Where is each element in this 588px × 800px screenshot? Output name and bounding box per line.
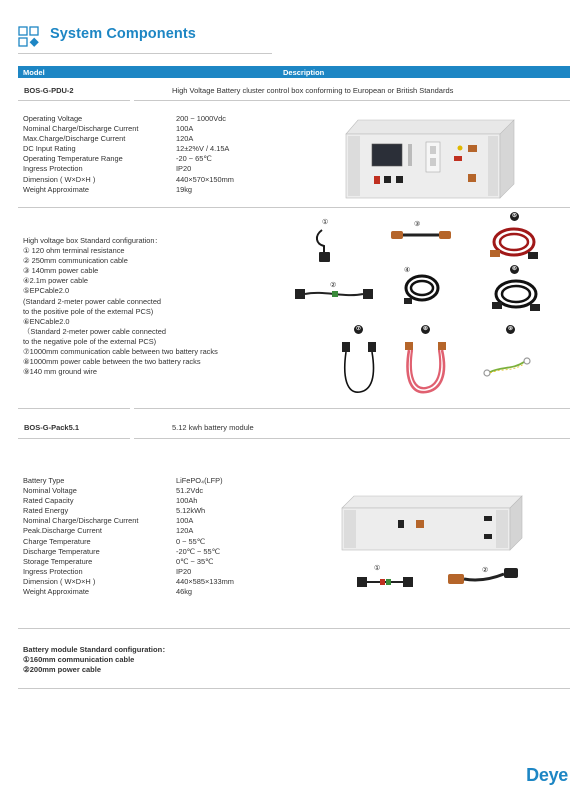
accessory-number: ⑨	[506, 325, 515, 334]
pack-model-divider	[18, 438, 130, 439]
accessory-number: ⑤	[510, 212, 519, 221]
pdu-config-list	[23, 236, 293, 377]
config-line: ⑧1000mm power cable between the two battery racks	[23, 357, 201, 367]
spec-label: Weight Approximate	[23, 184, 90, 194]
pack-description: 5.12 kwh battery module	[172, 423, 254, 432]
table-header	[18, 66, 570, 78]
spec-label: Operating Voltage	[23, 114, 83, 123]
config-line: ⑥ENCable2.0	[23, 316, 70, 326]
spec-value: 46kg	[176, 587, 193, 597]
spec-label: Nominal Voltage	[23, 486, 77, 496]
spec-label: Rated Capacity	[23, 496, 74, 506]
pack-model: BOS-G-Pack5.1	[24, 423, 80, 432]
spec-label: Charge Temperature	[23, 536, 91, 546]
spec-value: IP20	[176, 566, 192, 576]
accessory-number: ⑧	[421, 325, 430, 334]
pdu-spec-values	[176, 114, 316, 195]
spec-value: -20℃ ~ 55℃	[176, 546, 220, 556]
spec-value: 19kg	[176, 184, 193, 194]
config-line: （Standard 2-meter power cable connected	[23, 326, 166, 336]
config-line: ① 120 ohm terminal resistance	[23, 246, 125, 256]
spec-label: Ingress Protection	[23, 566, 83, 576]
pack-description-divider	[134, 438, 570, 439]
spec-label: Weight Approximate	[23, 587, 90, 597]
pdu-model-divider	[18, 100, 130, 101]
communication-cable-250-image	[294, 286, 374, 302]
spec-value: 440×585×133mm	[176, 576, 234, 586]
pdu-box-image	[336, 118, 516, 200]
column-model: Model	[23, 67, 45, 77]
communication-cable-160-image	[356, 574, 414, 590]
spec-label: Dimension ( W×D×H )	[23, 174, 96, 184]
pack-spec-divider	[18, 628, 570, 629]
logo-text: Deye	[526, 765, 568, 785]
spec-value: 100A	[176, 124, 194, 134]
brand-logo	[526, 765, 568, 786]
column-description: Description	[283, 67, 325, 77]
spec-value: 120A	[176, 134, 194, 144]
spec-value: -20 ~ 65℃	[176, 154, 212, 164]
spec-value: 100A	[176, 516, 194, 526]
spec-label: Dimension ( W×D×H )	[23, 576, 96, 586]
accessory-number: ②	[482, 567, 489, 574]
spec-label: Rated Energy	[23, 506, 69, 516]
config-line: ⑤EPCable2.0	[23, 286, 70, 296]
power-cable-140-image	[390, 228, 452, 242]
accessory-number: ⑦	[354, 325, 363, 334]
accessory-number: ③	[414, 221, 421, 228]
spec-value: 0℃ ~ 35℃	[176, 556, 214, 566]
pdu-description: High Voltage Battery cluster control box conforming to European or British Standards	[172, 86, 454, 95]
spec-label: Max.Charge/Discharge Current	[23, 134, 126, 144]
pack-spec-labels	[23, 476, 173, 597]
spec-label: DC Input Rating	[23, 144, 76, 154]
terminal-resistor-image	[310, 228, 340, 264]
pdu-spec-divider	[18, 207, 570, 208]
pack-config-divider	[18, 688, 570, 689]
pack-config-block	[23, 645, 170, 675]
config-line: to the negative pole of the external PCS)	[23, 336, 157, 346]
spec-value: 51.2Vdc	[176, 486, 204, 496]
spec-label: Discharge Temperature	[23, 546, 100, 556]
accessory-number: ①	[374, 565, 381, 572]
config-line: High voltage box Standard configuration：	[23, 236, 162, 245]
pack-config-title: Battery module Standard configuration：	[23, 645, 170, 654]
config-line: ⑨140 mm ground wire	[23, 367, 97, 377]
spec-label: Nominal Charge/Discharge Current	[23, 124, 139, 134]
en-cable-image	[490, 274, 542, 314]
spec-label: Storage Temperature	[23, 556, 93, 566]
spec-label: Operating Temperature Range	[23, 154, 123, 164]
config-line: ①160mm communication cable	[23, 655, 135, 664]
spec-value: 0 ~ 55℃	[176, 536, 206, 546]
config-line: ② 250mm communication cable	[23, 256, 128, 266]
accessory-number: ①	[322, 219, 329, 226]
spec-label: Peak.Discharge Current	[23, 526, 102, 536]
pack-spec-values	[176, 476, 316, 597]
spec-value: 120A	[176, 526, 194, 536]
spec-value: 12±2%V / 4.15A	[176, 144, 230, 154]
accessory-number: ⑥	[510, 265, 519, 274]
spec-value: 200 ~ 1000Vdc	[176, 114, 226, 123]
page-title: System Components	[50, 26, 196, 42]
communication-cable-1000-image	[340, 340, 380, 396]
config-line: ④2.1m power cable	[23, 276, 88, 286]
pack-model-top-divider	[18, 408, 130, 409]
power-cable-1000-image	[402, 340, 450, 396]
ground-wire-image	[482, 356, 532, 378]
components-grid-icon	[18, 26, 40, 48]
power-cable-200-image	[446, 566, 522, 588]
spec-value: 5.12kWh	[176, 506, 206, 516]
title-divider	[18, 53, 272, 54]
spec-label: Ingress Protection	[23, 164, 83, 174]
spec-value: LiFePO₄(LFP)	[176, 476, 223, 485]
accessory-number: ②	[330, 282, 337, 289]
pack-description-top-divider	[134, 408, 570, 409]
spec-value: 440×570×150mm	[176, 174, 234, 184]
pdu-model: BOS-G-PDU-2	[24, 86, 74, 95]
battery-module-image	[340, 494, 524, 552]
accessory-number: ④	[404, 267, 411, 274]
ep-cable-image	[488, 222, 540, 262]
config-line: ⑦1000mm communication cable between two battery racks	[23, 347, 218, 357]
config-line: (Standard 2-meter power cable connected	[23, 296, 162, 306]
spec-value: 100Ah	[176, 496, 198, 506]
spec-label: Battery Type	[23, 476, 65, 485]
config-line: ②200mm power cable	[23, 665, 102, 674]
power-cable-2m-image	[402, 272, 442, 306]
pdu-spec-labels	[23, 114, 173, 195]
spec-value: IP20	[176, 164, 192, 174]
config-line: to the positive pole of the external PCS)	[23, 306, 154, 316]
config-line: ③ 140mm power cable	[23, 266, 99, 276]
pdu-description-divider	[134, 100, 570, 101]
spec-label: Nominal Charge/Discharge Current	[23, 516, 139, 526]
